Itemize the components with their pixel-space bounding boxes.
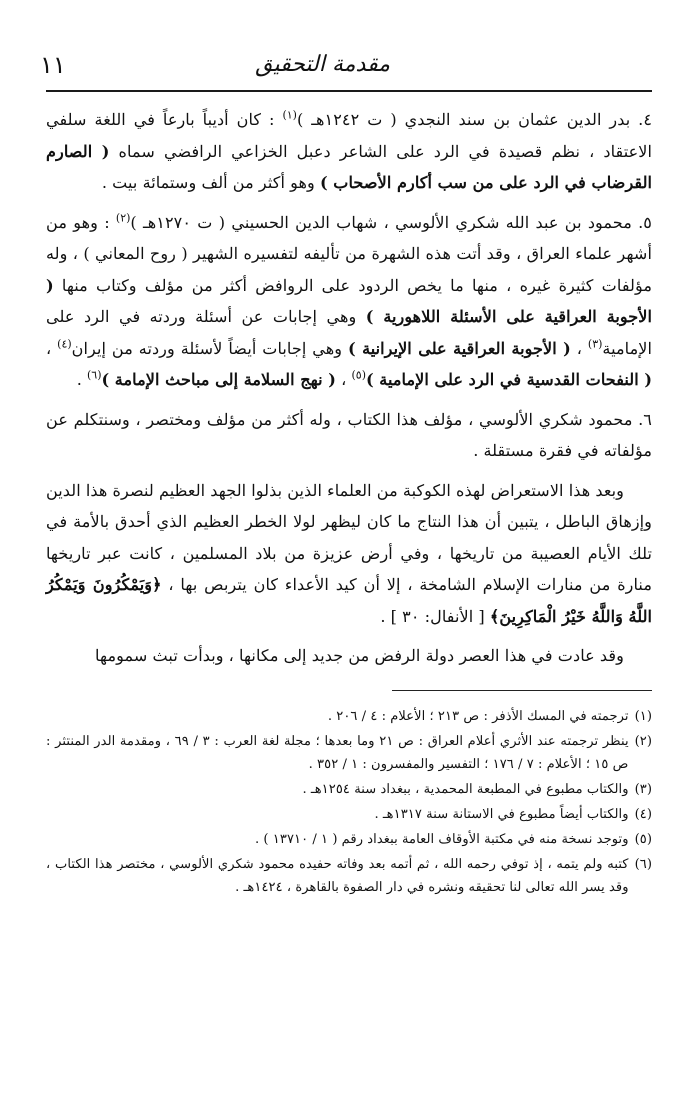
footnote-text: والكتاب أيضاً مطبوع في الاستانة سنة ١٣١٧هـ . (374, 806, 629, 822)
paragraph (46, 104, 652, 199)
footnote-text: والكتاب مطبوع في المطبعة المحمدية ، ببغداد سنة ١٢٥٤هـ . (302, 781, 629, 797)
footnote-number: (٥) (634, 831, 652, 847)
text-run: وقد عادت في هذا العصر دولة الرفض من جديد إلى مكانها ، وبدأت تبث سمومها (95, 646, 624, 665)
paragraph (46, 640, 652, 672)
text-run: ، (46, 338, 58, 358)
paragraph (46, 475, 652, 633)
bold-title: ( النفحات القدسية في الرد على الإمامية ) (365, 370, 652, 389)
footnote-item (46, 803, 652, 826)
main-text (46, 104, 652, 672)
bold-title: ( الصارم القرضاب في الرد على من سب أكارم الأصحاب ) (46, 141, 652, 192)
text-run: ٤. بدر الدين عثمان بن سند النجدي ( ت ١٢٤٢هـ ) (296, 110, 653, 129)
footnote-divider (392, 690, 652, 691)
footnote-item (46, 730, 652, 776)
text-run: ٥. محمود بن عبد الله شكري الألوسي ، شهاب الدين الحسيني ( ت ١٢٧٠هـ ) (130, 212, 652, 232)
text-run: ، (335, 370, 352, 389)
text-run: وبعد هذا الاستعراض لهذه الكوكبة من العلماء الذين بذلوا الجهد العظيم لنصرة هذا الدين وإزهاق الباطل ، يتبين أن هذا النتاج ما كان ليظهر لولا الخطر العظيم الذي أحدق بالأمة في تلك الأيام العصيبة من تاريخها ، وفي أرض عزيزة من بلاد المسلمين ، كانت عبر تاريخها منارة من منارات الإسلام الشامخة ، إلا أن كيد الأعداء كان يتربص بها ، (45, 480, 652, 594)
footnote-text: ترجمته في المسك الأذفر : ص ٢١٣ ؛ الأعلام : ٤ / ٢٠٦ . (327, 708, 629, 724)
footnote-number: (٣) (634, 781, 652, 797)
footnote-number: (١) (634, 708, 652, 724)
text-run: وهي إجابات أيضاً لأسئلة وردته من إيران (71, 338, 349, 358)
text-run: وهي إجابات عن أسئلة وردته في الرد على الإمامية (46, 307, 652, 358)
text-run: [ الأنفال: ٣٠ ] . (380, 606, 490, 626)
footnotes (46, 705, 652, 899)
text-run: ، (570, 338, 588, 358)
footnote-reference: (٢) (115, 211, 131, 225)
footnote-item (46, 705, 652, 728)
footnote-reference: (٥) (351, 368, 366, 382)
bold-title: ( الأجوبة العراقية على الإيرانية ) (348, 338, 571, 358)
text-run: . (76, 370, 87, 389)
footnote-item (46, 828, 652, 851)
footnote-reference: (١) (282, 108, 297, 122)
footnote-number: (٤) (634, 806, 652, 822)
footnote-reference: (٦) (87, 368, 102, 382)
text-run: : كان أديباً بارعاً في اللغة سلفي الاعتقاد ، نظم قصيدة في الرد على الشاعر دعبل الخزاعي الرافضي سماه (46, 110, 652, 161)
bold-title: ﴿وَيَمْكُرُونَ وَيَمْكُرُ اللَّهُ وَاللَّهُ خَيْرُ الْمَاكِرِينَ﴾ (46, 575, 652, 626)
text-run: وهو أكثر من ألف وستمائة بيت . (101, 173, 320, 192)
paragraph (46, 404, 652, 467)
footnote-item (46, 778, 652, 801)
footnote-number: (٢) (634, 733, 652, 749)
footnote-text: ينظر ترجمته عند الأثري أعلام العراق : ص ٢١ وما بعدها ؛ مجلة لغة العرب : ٣ / ٦٩ ، ومقدمة الدر المنتثر : ص ١٥ ؛ الأعلام : ٧ / ١٧٦ ؛ التفسير والمفسرون : ١ / ٣٥٢ . (46, 733, 629, 772)
text-run: : وهو من أشهر علماء العراق ، وقد أتت هذه الشهرة من تأليفه لتفسيره الشهير ( روح المعاني ) ، وله مؤلفات كثيرة غيره ، منها ما يخص الردود على الروافض أكثر من مؤلف وكتاب منها (46, 212, 652, 295)
page-header (40, 50, 652, 92)
text-run: ٦. محمود شكري الألوسي ، مؤلف هذا الكتاب ، وله أكثر من مؤلف ومختصر ، وسنتكلم عن مؤلفاته في فقرة مستقلة . (46, 409, 652, 460)
page-number: ١١ (40, 51, 66, 79)
bold-title: ( الأجوبة العراقية على الأسئلة اللاهورية ) (46, 275, 652, 326)
footnote-reference: (٤) (57, 337, 72, 351)
footnote-text: كتبه ولم يتمه ، إذ توفي رحمه الله ، ثم أتمه بعد وفاته حفيده محمود شكري الألوسي ، مختصر هذا الكتاب ، وقد يسر الله تعالى لنا تحقيقه ونشره في دار الصفوة بالقاهرة ، ١٤٢٤هـ . (46, 856, 629, 895)
footnote-number: (٦) (634, 856, 652, 872)
footnote-item (46, 853, 652, 899)
footnote-text: وتوجد نسخة منه في مكتبة الأوقاف العامة ببغداد رقم ( ١ / ١٣٧١٠ ) . (255, 831, 629, 847)
running-title: مقدمة التحقيق (255, 52, 390, 77)
book-page (40, 50, 653, 901)
footnote-reference: (٣) (587, 337, 603, 351)
bold-title: ( نهج السلامة إلى مباحث الإمامة ) (101, 370, 336, 389)
paragraph (46, 207, 652, 396)
